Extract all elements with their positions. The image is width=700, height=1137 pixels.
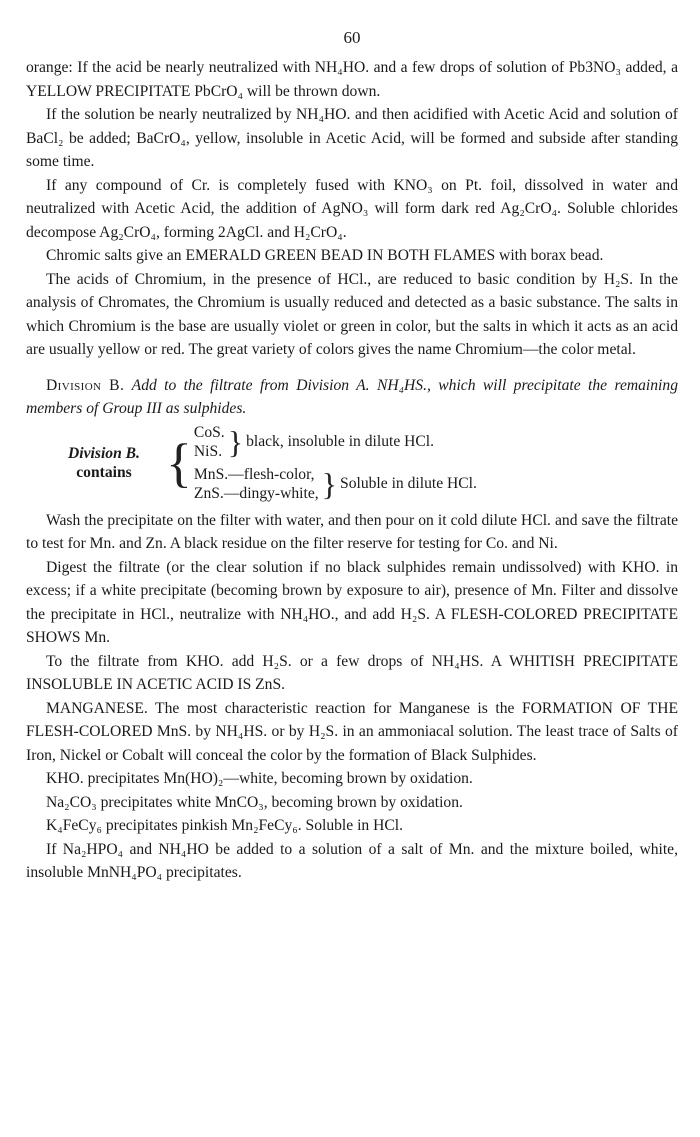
nickel-sulphide: NiS.: [193, 442, 223, 460]
group1-note: black, insoluble in dilute HCl.: [246, 433, 435, 450]
division-b-heading-label: Division B.: [46, 376, 125, 394]
zinc-sulphide: ZnS.—dingy-white,: [193, 484, 319, 502]
division-b-name: Division B.: [68, 444, 140, 462]
manganese-sulphide: MnS.—flesh-color,: [193, 465, 315, 483]
paragraph-k4fecy6: K₄FeCy₆ precipitates pinkish Mn₂FeCy₆. Soluble in HCl.: [46, 817, 404, 834]
group-soluble-sulphides: [194, 465, 477, 503]
paragraph-na2co3: Na₂CO₃ precipitates white MnCO₃, becoming brown by oxidation.: [46, 793, 463, 811]
paragraph-wash-precipitate: Wash the precipitate on the filter with water, and then pour on it cold dilute HCl. and save the filtrate to test for Mn. and Zn. A black residue on the filter reserve for testing for Co. and Ni.: [26, 511, 678, 552]
group2-brace-icon: }: [321, 465, 338, 502]
group1-brace-icon: }: [227, 423, 244, 460]
paragraph-kho: KHO. precipitates Mn(HO)₂—white, becoming brown by oxidation.: [46, 770, 473, 787]
paragraph-barium-chromate: If the solution be nearly neutralized by NH₄HO. and then acidified with Acetic Acid and solution of BaCl₂ be added; BaCrO₄, yellow, insoluble in Acetic Acid, will be formed and subside after standing some time.: [26, 106, 678, 170]
division-b-contents: [44, 423, 678, 503]
sulphide-groups: [194, 423, 477, 503]
paragraph-chromium-acids: The acids of Chromium, in the presence of HCl., are reduced to basic condition by H₂S. In the analysis of Chromates, the Chromium is usually reduced and detected as a basic substance. The salts in which Chromium is the base are usually violet or green in color, but the salts in which it acts as an acid are usually yellow or red. The great variety of colors gives the name Chromium—the color metal.: [26, 270, 678, 358]
contains-word: contains: [76, 463, 132, 481]
group2-note: Soluble in dilute HCl.: [340, 475, 477, 492]
paragraph-manganese: MANGANESE. The most characteristic reaction for Manganese is the FORMATION OF THE FLESH-COLORED MnS. by NH₄HS. or by H₂S. in an ammoniacal solution. The least trace of Salts of Iron, Nickel or Cobalt will conceal the color by the formation of Black Sulphides.: [26, 699, 678, 764]
division-b-contains-label: [44, 444, 164, 482]
cobalt-sulphide: CoS.: [193, 423, 225, 441]
left-brace-icon: {: [166, 432, 192, 493]
page-number: 60: [343, 28, 361, 47]
group-black-sulphides: [194, 423, 477, 461]
paragraph-digest-filtrate: Digest the filtrate (or the clear solution if no black sulphides remain undissolved) with KHO. in excess; if a white precipitate (becoming brown by exposure to air), presence of Mn. Filter and dissolve the precipitate in HCl., neutralize with NH₄HO., and add H₂S. A FLESH-COLORED PRECIPITATE SHOWS Mn.: [26, 558, 678, 646]
division-b-heading: [26, 374, 678, 421]
paragraph-lead-precipitate: orange: If the acid be nearly neutralized with NH₄HO. and a few drops of solution of Pb3NO₃ added, a YELLOW PRECIPITATE PbCrO₄ will be thrown down.: [26, 59, 678, 100]
paragraph-na2hpo4: If Na₂HPO₄ and NH₄HO be added to a solution of a salt of Mn. and the mixture boiled, white, insoluble MnNH₄PO₄ precipitates.: [26, 840, 678, 881]
division-b-heading-text: Add to the filtrate from Division A. NH₄HS., which will precipitate the remaining members of Group III as sulphides.: [26, 376, 678, 417]
paragraph-borax-bead: Chromic salts give an EMERALD GREEN BEAD IN BOTH FLAMES with borax bead.: [46, 247, 604, 264]
paragraph-zinc-test: To the filtrate from KHO. add H₂S. or a few drops of NH₄HS. A WHITISH PRECIPITATE INSOLUBLE IN ACETIC ACID IS ZnS.: [26, 652, 678, 693]
paragraph-silver-chromate: If any compound of Cr. is completely fused with KNO₃ on Pt. foil, dissolved in water and neutralized with Acetic Acid, the addition of AgNO₃ will form dark red Ag₂CrO₄. Soluble chlorides decompose Ag₂CrO₄, forming 2AgCl. and H₂CrO₄.: [26, 176, 678, 241]
